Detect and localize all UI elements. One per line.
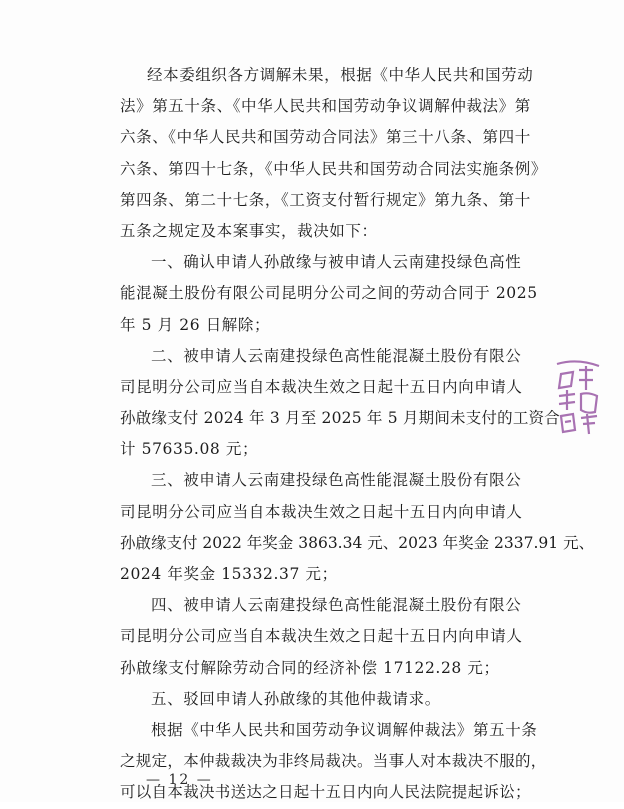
text-line: 计 57635.08 元； xyxy=(120,440,259,459)
text-line: 四、被申请人云南建投绿色高性能混凝土股份有限公 xyxy=(151,596,522,615)
text-line: 六条、第四十七条，《中华人民共和国劳动合同法实施条例》 xyxy=(120,159,547,178)
text-line: 司昆明分公司应当自本裁决生效之日起十五日内向申请人 xyxy=(120,502,523,521)
text-line: 三、被申请人云南建投绿色高性能混凝土股份有限公 xyxy=(151,471,522,490)
text-line: 法》第五十条、《中华人民共和国劳动争议调解仲裁法》第 xyxy=(120,97,531,116)
text-line: 经本委组织各方调解未果，根据《中华人民共和国劳动 xyxy=(147,66,534,84)
text-line: 可以自本裁决书送达之日起十五日内向人民法院提起诉讼； xyxy=(120,783,531,802)
text-line: 五条之规定及本案事实，裁决如下： xyxy=(120,221,378,240)
text-line: 孙啟缘支付解除劳动合同的经济补偿 17122.28 元； xyxy=(120,658,500,677)
text-line: 司昆明分公司应当自本裁决生效之日起十五日内向申请人 xyxy=(120,627,523,646)
text-line: 2024 年奖金 15332.37 元； xyxy=(120,565,338,583)
seal-stamp-icon xyxy=(553,356,605,438)
text-line: 根据《中华人民共和国劳动争议调解仲裁法》第五十条 xyxy=(151,720,538,739)
text-line: 第四条、第二十七条，《工资支付暂行规定》第九条、第十 xyxy=(120,190,531,209)
page-number: — 12 — xyxy=(146,772,213,788)
text-line: 六条、《中华人民共和国劳动合同法》第三十八条、第四十 xyxy=(120,128,531,147)
text-line: 二、被申请人云南建投绿色高性能混凝土股份有限公 xyxy=(151,346,522,365)
text-line: 五、驳回申请人孙啟缘的其他仲裁请求。 xyxy=(151,689,441,708)
text-line: 年 5 月 26 日解除； xyxy=(120,315,271,334)
text-line: 一、确认申请人孙啟缘与被申请人云南建投绿色高性 xyxy=(151,253,522,272)
document-body xyxy=(120,60,595,809)
text-line: 能混凝土股份有限公司昆明分公司之间的劳动合同于 2025 xyxy=(120,284,538,303)
text-line: 之规定，本仲裁裁决为非终局裁决。当事人对本裁决不服的， xyxy=(120,752,547,771)
text-line: 孙啟缘支付 2022 年奖金 3863.34 元、2023 年奖金 2337.91 元、 xyxy=(120,533,595,552)
text-line: 孙啟缘支付 2024 年 3 月至 2025 年 5 月期间未支付的工资合 xyxy=(120,409,560,428)
text-line: 司昆明分公司应当自本裁决生效之日起十五日内向申请人 xyxy=(120,377,523,396)
